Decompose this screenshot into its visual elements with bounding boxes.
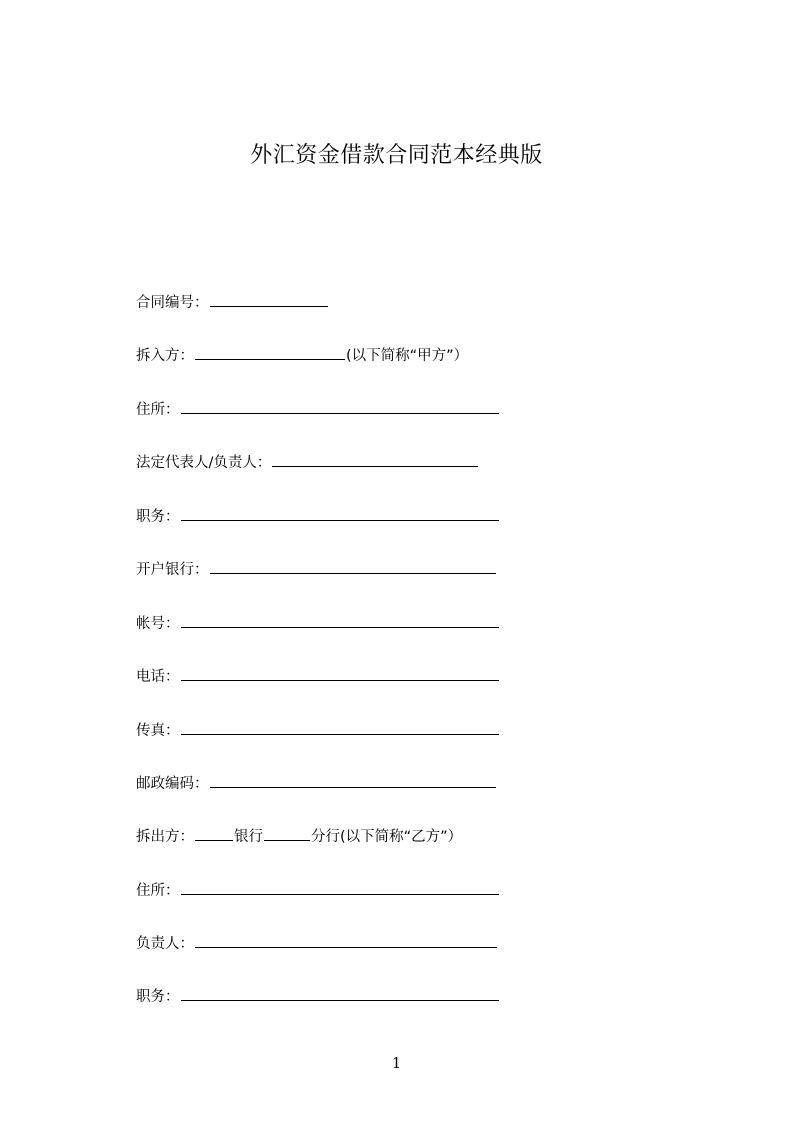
contract-number-label: 合同编号：: [136, 295, 209, 311]
account-label: 帐号：: [136, 616, 180, 632]
postcode-blank[interactable]: [210, 771, 496, 788]
lender-bank-text: 银行: [234, 829, 263, 845]
lender-address-label: 住所：: [136, 883, 180, 899]
lender-position-label: 职务：: [136, 989, 180, 1005]
address-line: [136, 397, 500, 419]
contract-number-line: [136, 290, 329, 312]
postcode-line: [136, 771, 497, 793]
legal-rep-line: [136, 450, 479, 472]
borrower-suffix: (以下简称“甲方”）: [346, 348, 469, 364]
fax-line: [136, 718, 500, 740]
bank-blank[interactable]: [210, 557, 496, 574]
contract-number-blank[interactable]: [210, 290, 328, 307]
borrower-name-blank[interactable]: [195, 343, 345, 360]
lender-position-blank[interactable]: [181, 984, 499, 1001]
lender-bank-blank[interactable]: [195, 824, 233, 841]
position-line: [136, 504, 500, 526]
bank-label: 开户银行：: [136, 562, 209, 578]
responsible-label: 负责人：: [136, 936, 194, 952]
lender-branch-suffix: 分行(以下简称“乙方”）: [311, 829, 463, 845]
fax-blank[interactable]: [181, 718, 499, 735]
borrower-line: [136, 343, 468, 365]
position-label: 职务：: [136, 509, 180, 525]
phone-blank[interactable]: [181, 664, 499, 681]
account-blank[interactable]: [181, 611, 499, 628]
responsible-line: [136, 931, 498, 953]
lender-branch-blank[interactable]: [264, 824, 310, 841]
lender-position-line: [136, 984, 500, 1006]
phone-line: [136, 664, 500, 686]
borrower-label: 拆入方：: [136, 348, 194, 364]
document-title: 外汇资金借款合同范本经典版: [250, 143, 543, 168]
lender-address-blank[interactable]: [181, 878, 499, 895]
fax-label: 传真：: [136, 723, 180, 739]
address-label: 住所：: [136, 402, 180, 418]
lender-address-line: [136, 878, 500, 900]
postcode-label: 邮政编码：: [136, 776, 209, 792]
account-line: [136, 611, 500, 633]
position-blank[interactable]: [181, 504, 499, 521]
responsible-blank[interactable]: [195, 931, 497, 948]
lender-line: [136, 824, 462, 846]
phone-label: 电话：: [136, 669, 180, 685]
address-blank[interactable]: [181, 397, 499, 414]
lender-label: 拆出方：: [136, 829, 194, 845]
legal-rep-blank[interactable]: [272, 450, 478, 467]
bank-line: [136, 557, 497, 579]
page-number: 1: [391, 1054, 402, 1072]
legal-rep-label: 法定代表人/负责人：: [136, 455, 272, 471]
